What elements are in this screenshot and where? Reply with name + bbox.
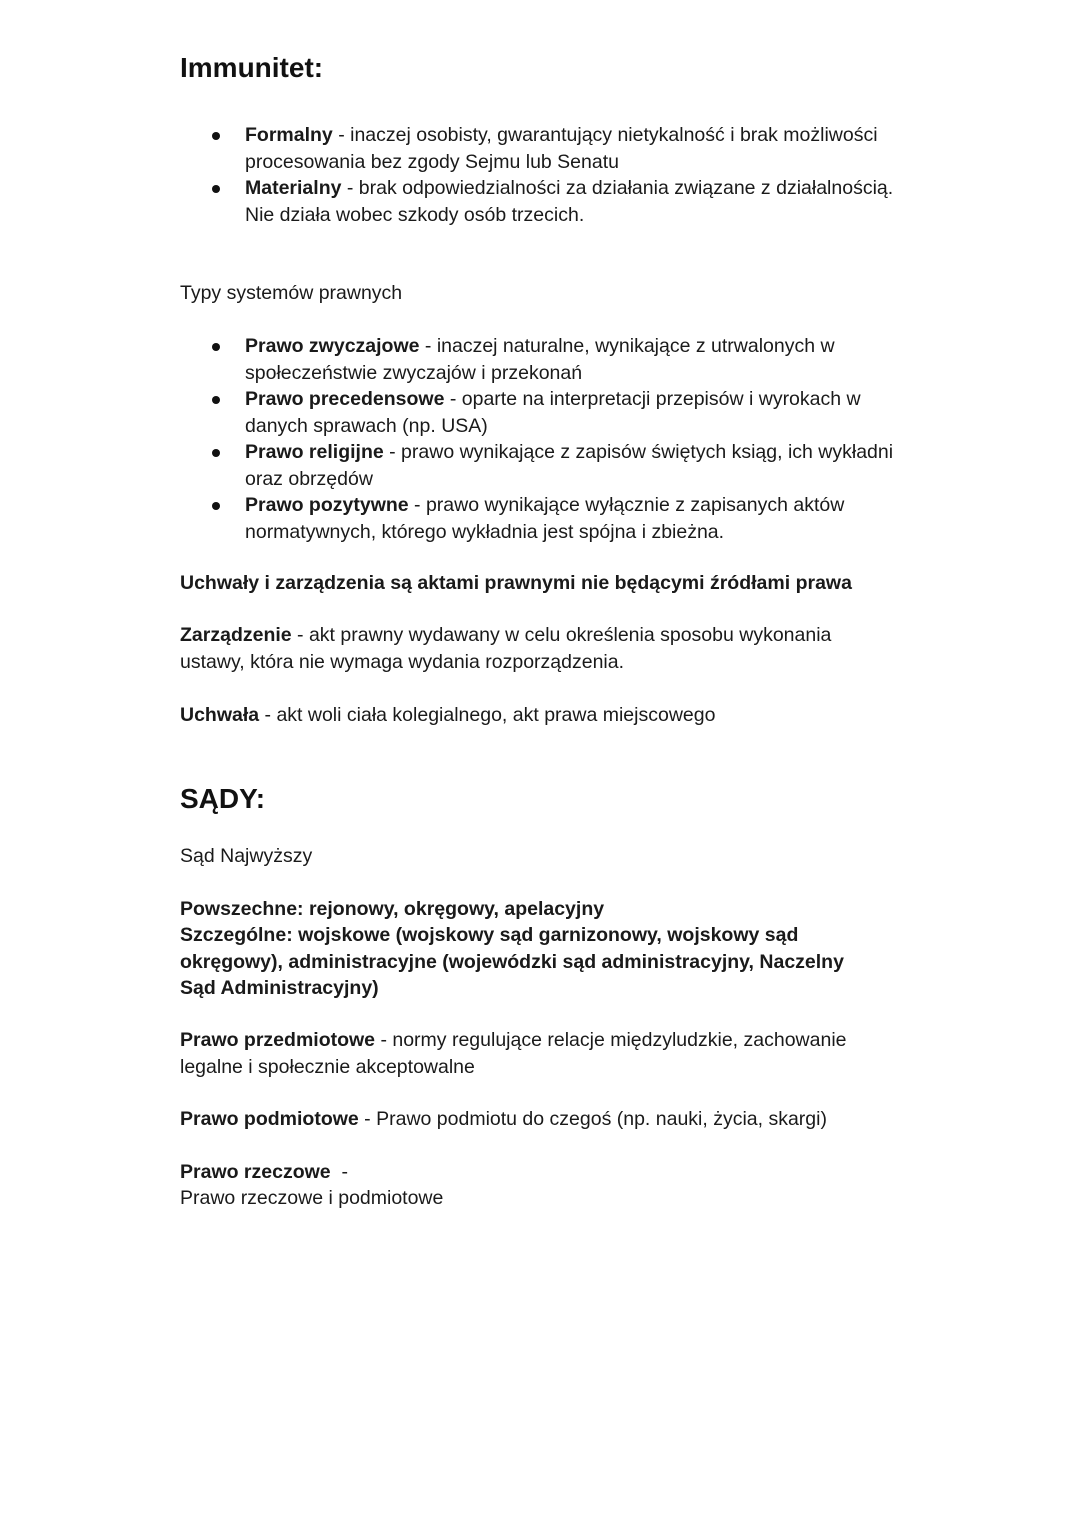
desc-rzeczowe: - [330,1161,348,1183]
common-courts: Powszechne: rejonowy, okręgowy, apelacyjny [180,898,605,920]
desc-materialny: - brak odpowiedzialności za działania związane z działalnością. Nie działa wobec szkody osób trzecich. [245,177,894,226]
desc-przedmiotowe: - normy regulujące relacje międzyludzkie, zachowanie legalne i społecznie akceptowalne [180,1029,847,1078]
list-item [180,175,910,228]
desc-pozytywne: - prawo wynikające wyłącznie z zapisanych aktów normatywnych, którego wykładnia jest spójna i zbieżna. [245,494,845,543]
term-przedmiotowe: Prawo przedmiotowe [180,1029,376,1051]
bullet-icon [212,502,220,510]
desc-zwyczajowe: - inaczej naturalne, wynikające z utrwalonych w społeczeństwie zwyczajów i przekonań [245,335,835,384]
desc-uchwala: - akt woli ciała kolegialnego, akt prawa miejscowego [259,704,716,726]
list-item [180,386,910,439]
list-item [180,122,910,175]
podmiotowe-definition [180,1106,900,1133]
rzeczowe-definition [180,1159,900,1186]
bullet-icon [212,449,220,457]
heading-legal-systems: Typy systemów prawnych [180,282,403,304]
supreme-court: Sąd Najwyższy [180,845,313,867]
bullet-icon [212,343,220,351]
uchwala-definition [180,702,900,729]
desc-podmiotowe: - Prawo podmiotu do czegoś (np. nauki, życia, skargi) [358,1108,827,1130]
special-courts: Szczególne: wojskowe (wojskowy sąd garnizonowy, wojskowy sąd okręgowy), administracyjne (wojewódzki sąd administracyjny, Naczelny Sąd Administracyjny) [180,924,844,999]
immunity-list [180,122,910,228]
term-zarzadzenie: Zarządzenie [180,624,292,646]
acts-note: Uchwały i zarządzenia są aktami prawnymi nie będącymi źródłami prawa [180,572,852,594]
desc-formalny: - inaczej osobisty, gwarantujący nietykalność i brak możliwości procesowania bez zgody Sejmu lub Senatu [245,124,878,173]
term-zwyczajowe: Prawo zwyczajowe [245,335,420,357]
zarzadzenie-definition [180,622,900,675]
desc-precedensowe: - oparte na interpretacji przepisów i wyrokach w danych sprawach (np. USA) [245,388,861,437]
term-materialny: Materialny [245,177,342,199]
heading-sady: SĄDY: [180,783,266,814]
term-religijne: Prawo religijne [245,441,384,463]
desc-religijne: - prawo wynikające z zapisów świętych ksiąg, ich wykładni oraz obrzędów [245,441,894,490]
term-podmiotowe: Prawo podmiotowe [180,1108,359,1130]
bullet-icon [212,185,220,193]
rzeczowe-subline: Prawo rzeczowe i podmiotowe [180,1187,444,1209]
list-item [180,333,910,386]
term-uchwala: Uchwała [180,704,260,726]
term-rzeczowe: Prawo rzeczowe [180,1161,331,1183]
legal-systems-list [180,333,910,545]
przedmiotowe-definition [180,1027,900,1080]
list-item [180,492,910,545]
bullet-icon [212,396,220,404]
term-precedensowe: Prawo precedensowe [245,388,445,410]
heading-immunitet: Immunitet: [180,52,324,83]
bullet-icon [212,132,220,140]
list-item [180,439,910,492]
term-pozytywne: Prawo pozytywne [245,494,409,516]
term-formalny: Formalny [245,124,333,146]
desc-zarzadzenie: - akt prawny wydawany w celu określenia sposobu wykonania ustawy, która nie wymaga wydania rozporządzenia. [180,624,832,673]
